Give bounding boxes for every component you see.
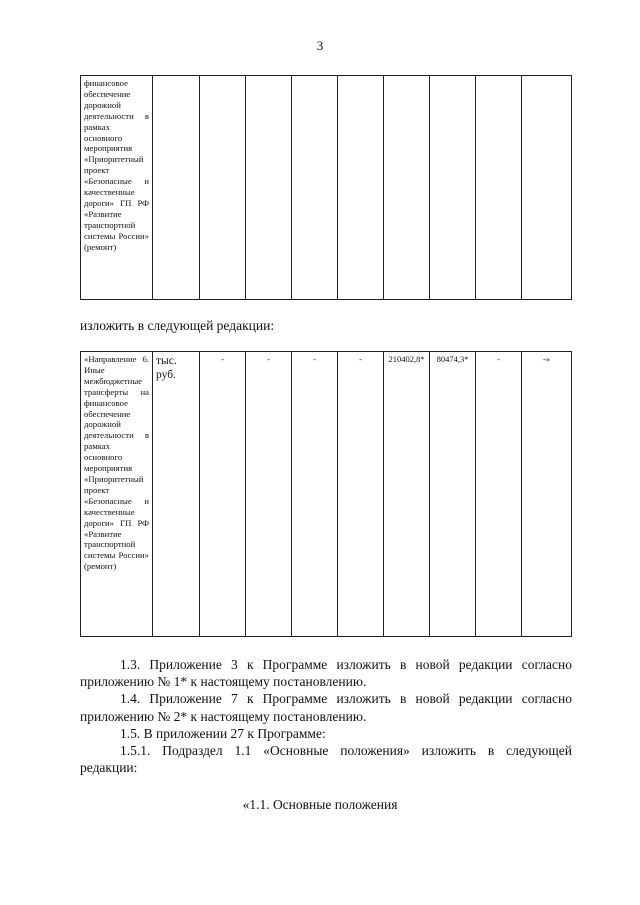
table-cell bbox=[384, 76, 430, 300]
table-cell-value: - bbox=[476, 352, 522, 637]
table-cell bbox=[476, 76, 522, 300]
table-fragment-old bbox=[80, 75, 572, 300]
table-cell bbox=[153, 76, 200, 300]
table-cell-name: «Направление 6. Иные межбюджетные трансферты на финансовое обеспечение дорожной деятельности в рамках основного мероприятия «Приоритетный проект «Безопасные и качественные дороги» ГП РФ «Развитие транспортной системы России» (ремонт) bbox=[81, 352, 153, 637]
paragraph-1-5: 1.5. В приложении 27 к Программе: bbox=[120, 725, 326, 741]
table-cell-value: -» bbox=[522, 352, 572, 637]
table-cell-value: - bbox=[200, 352, 246, 637]
table-cell bbox=[200, 76, 246, 300]
table-cell bbox=[522, 76, 572, 300]
page-number: 3 bbox=[316, 38, 324, 53]
table-cell-value: - bbox=[338, 352, 384, 637]
table-fragment-new bbox=[80, 351, 572, 637]
table-cell-value: 80474,3* bbox=[430, 352, 476, 637]
subsection-heading: «1.1. Основные положения bbox=[242, 797, 398, 812]
table-cell bbox=[292, 76, 338, 300]
table-cell bbox=[338, 76, 384, 300]
table-cell-value: - bbox=[292, 352, 338, 637]
table-row bbox=[81, 352, 572, 637]
paragraph-1-4: 1.4. Приложение 7 к Программе изложить в новой редакции согласно приложению № 2* к настоящему постановлению. bbox=[80, 691, 572, 724]
table-cell bbox=[430, 76, 476, 300]
table-cell-value: - bbox=[246, 352, 292, 637]
intro-text: изложить в следующей редакции: bbox=[80, 318, 275, 333]
table-cell bbox=[246, 76, 292, 300]
table-cell-name: финансовое обеспечение дорожной деятельности в рамках основного мероприятия «Приоритетный проект «Безопасные и качественные дороги» ГП РФ «Развитие транспортной системы России» (ремонт) bbox=[81, 76, 153, 300]
body-paragraphs bbox=[80, 656, 572, 776]
table-cell-value: 210402,8* bbox=[384, 352, 430, 637]
paragraph-1-5-1: 1.5.1. Подраздел 1.1 «Основные положения» изложить в следующей редакции: bbox=[80, 743, 572, 776]
paragraph-1-3: 1.3. Приложение 3 к Программе изложить в новой редакции согласно приложению № 1* к настоящему постановлению. bbox=[80, 657, 572, 690]
table-row bbox=[81, 76, 572, 300]
table-cell-unit: тыс. руб. bbox=[153, 352, 200, 637]
